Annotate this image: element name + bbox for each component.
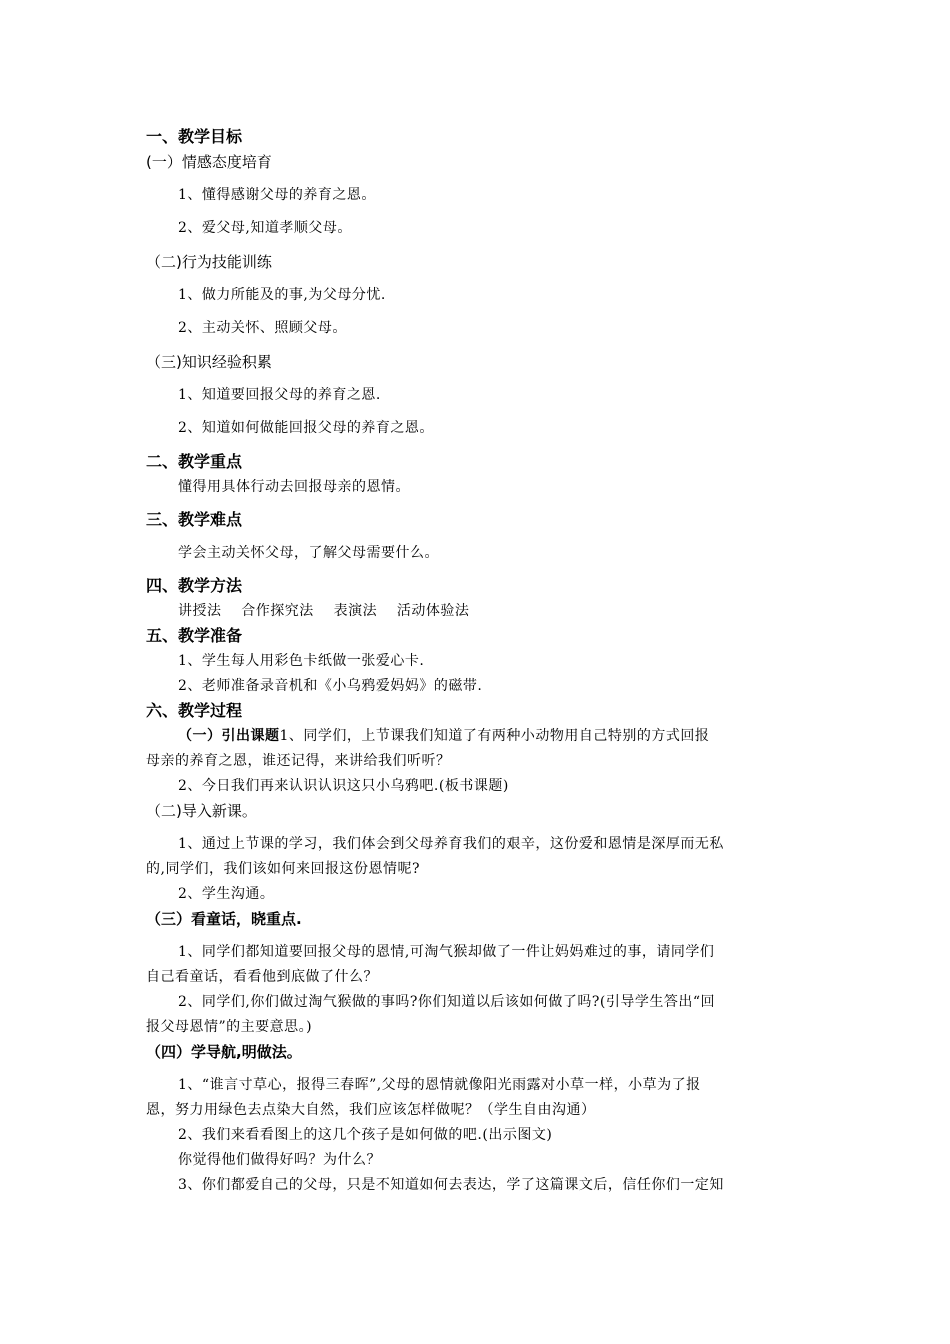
paragraph: 懂得用具体行动去回报母亲的恩情。 <box>178 479 410 495</box>
list-item: 2、我们来看看图上的这几个孩子是如何做的吧.(出示图文) <box>178 1127 553 1143</box>
list-item: 1、做力所能及的事,为父母分忧. <box>178 287 386 303</box>
subheading-guidance: （四）学导航,明做法。 <box>146 1043 302 1061</box>
subheading-fairy-tale: （三）看童话，晓重点. <box>146 910 302 928</box>
list-item: 3、你们都爱自己的父母，只是不知道如何去表达，学了这篇课文后，信任你们一定知 <box>178 1177 724 1193</box>
section-heading-goals: 一、教学目标 <box>146 127 243 146</box>
paragraph: 你觉得他们做得好吗？为什么？ <box>178 1152 381 1168</box>
paragraph-continuation: 的,同学们，我们该如何来回报这份恩情呢? <box>146 861 420 877</box>
list-item: 2、主动关怀、照顾父母。 <box>178 320 347 336</box>
list-item: 1、懂得感谢父母的养育之恩。 <box>178 187 376 203</box>
list-item: 2、同学们,你们做过淘气猴做的事吗?你们知道以后该如何做了吗?(引导学生答出“回 <box>178 994 715 1010</box>
section-heading-methods: 四、教学方法 <box>146 576 243 595</box>
list-item: 2、学生沟通。 <box>178 886 275 902</box>
section-heading-preparation: 五、教学准备 <box>146 626 243 645</box>
list-item: 1、同学们都知道要回报父母的恩情,可淘气猴却做了一件让妈妈难过的事，请同学们 <box>178 944 715 960</box>
list-item: 1、知道要回报父母的养育之恩. <box>178 387 381 403</box>
inline-heading: （一）引出课题 <box>178 728 280 744</box>
section-heading-difficulties: 三、教学难点 <box>146 510 243 529</box>
list-item: 2、今日我们再来认识认识这只小乌鸦吧.(板书课题) <box>178 778 509 794</box>
paragraph-continuation: 自己看童话，看看他到底做了什么？ <box>146 969 378 985</box>
list-item: 1、“谁言寸草心，报得三春晖”,父母的恩情就像阳光雨露对小草一样，小草为了报 <box>178 1077 701 1093</box>
list-item: 1、学生每人用彩色卡纸做一张爱心卡. <box>178 653 425 669</box>
list-item: 2、老师准备录音机和《小乌鸦爱妈妈》的磁带. <box>178 678 483 694</box>
section-heading-process: 六、教学过程 <box>146 701 243 720</box>
paragraph <box>178 726 709 746</box>
paragraph-continuation: 恩，努力用绿色去点染大自然，我们应该怎样做呢？（学生自由沟通） <box>146 1102 596 1118</box>
paragraph: 讲授法 合作探究法 表演法 活动体验法 <box>178 603 470 619</box>
list-item: 2、爱父母,知道孝顺父母。 <box>178 220 352 236</box>
paragraph: 学会主动关怀父母，了解父母需要什么。 <box>178 545 439 561</box>
paragraph-text: 1、同学们，上节课我们知道了有两种小动物用自己特别的方式回报 <box>279 728 710 744</box>
subheading-intro: （二)导入新课。 <box>146 802 257 820</box>
list-item: 1、通过上节课的学习，我们体会到父母养育我们的艰辛，这份爱和恩情是深厚而无私 <box>178 836 724 852</box>
paragraph-continuation: 母亲的养育之恩，谁还记得，来讲给我们听听？ <box>146 753 451 769</box>
subheading-skills: （二)行为技能训练 <box>146 253 272 271</box>
subheading-emotion: (一）情感态度培育 <box>146 153 272 171</box>
section-heading-key-points: 二、教学重点 <box>146 452 243 471</box>
paragraph-continuation: 报父母恩情”的主要意思。) <box>146 1019 313 1035</box>
subheading-knowledge: （三)知识经验积累 <box>146 353 272 371</box>
list-item: 2、知道如何做能回报父母的养育之恩。 <box>178 420 434 436</box>
